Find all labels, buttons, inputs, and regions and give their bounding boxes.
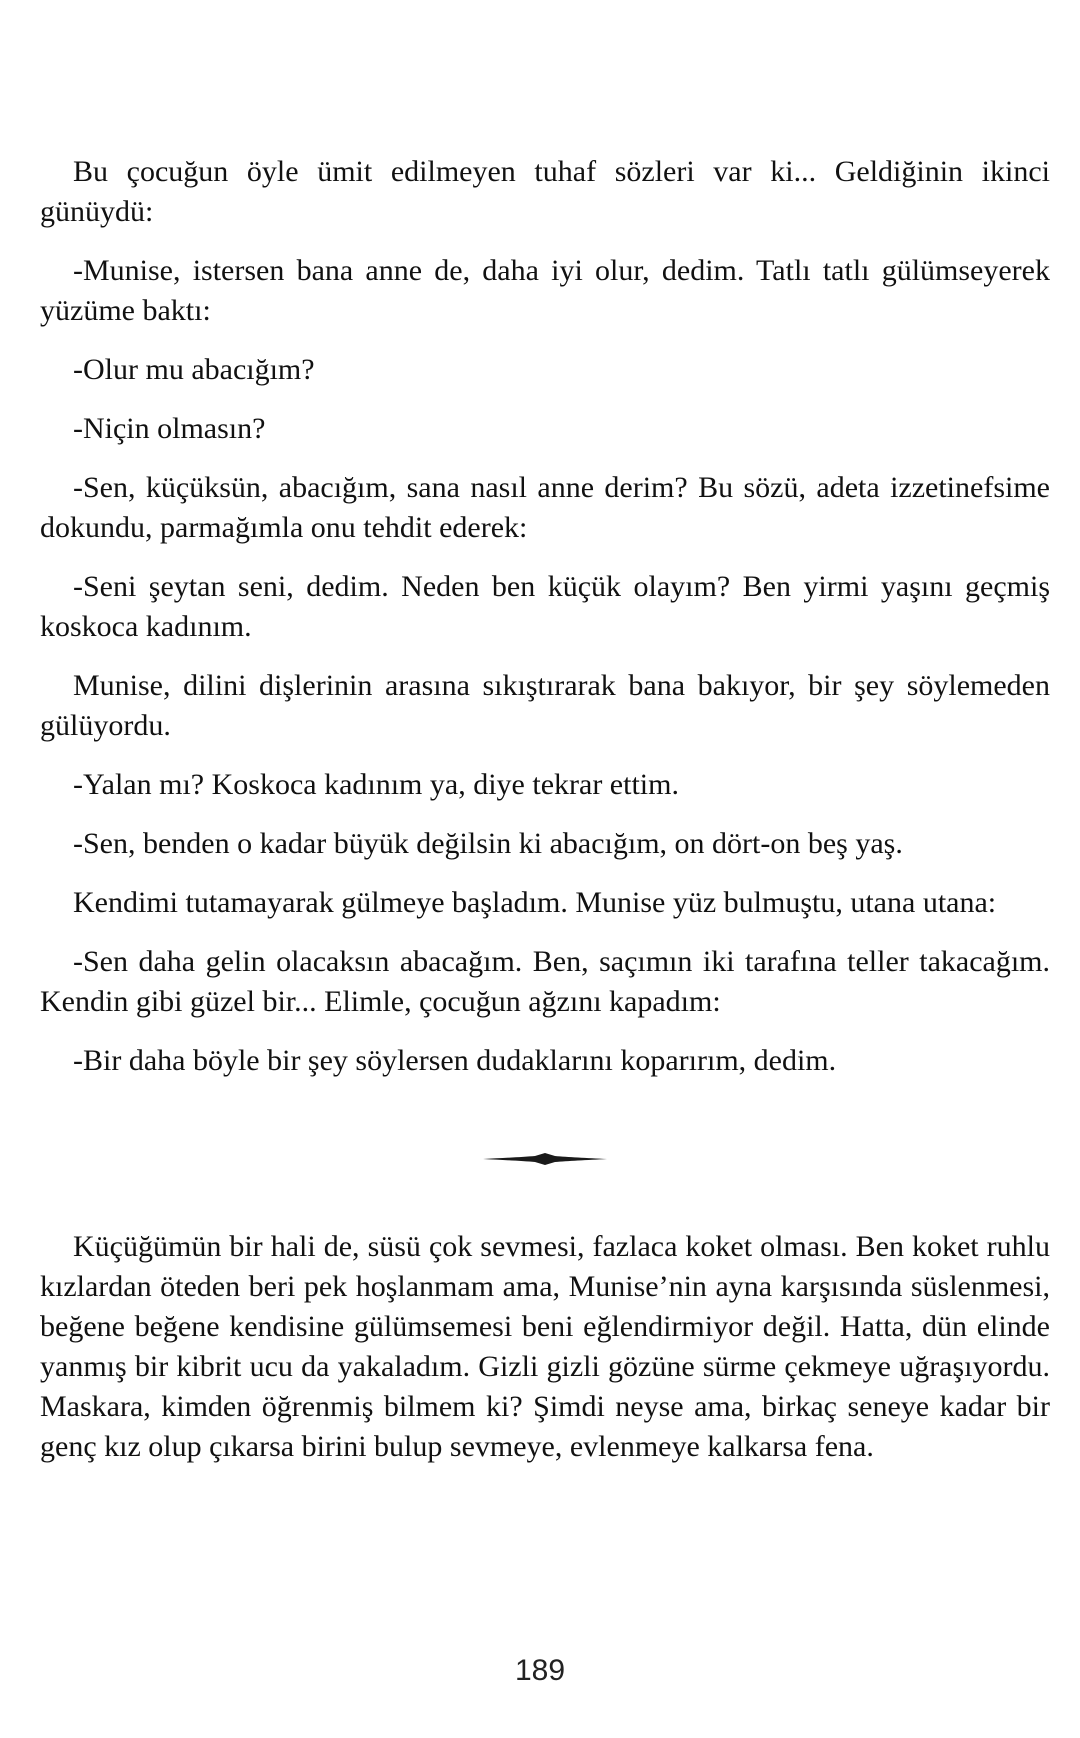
- paragraph: Bu çocuğun öyle ümit edilmeyen tuhaf sözleri var ki... Geldiğinin ikinci günüydü:: [40, 155, 1050, 228]
- paragraph: Munise, dilini dişlerinin arasına sıkıştırarak bana bakıyor, bir şey söylemeden gülüyordu.: [40, 669, 1050, 742]
- text-section-1: [40, 152, 1050, 1081]
- paragraph: -Olur mu abacığım?: [73, 353, 315, 386]
- paragraph: -Seni şeytan seni, dedim. Neden ben küçük olayım? Ben yirmi yaşını geçmiş koskoca kadınım.: [40, 570, 1050, 643]
- ornament-divider-icon: [483, 1152, 607, 1166]
- paragraph: -Sen, küçüksün, abacığım, sana nasıl anne derim? Bu sözü, adeta izzetinefsime dokundu, parmağımla onu tehdit ederek:: [40, 471, 1050, 544]
- page-number: 189: [514, 1654, 566, 1687]
- paragraph: -Munise, istersen bana anne de, daha iyi olur, dedim. Tatlı tatlı gülümseyerek yüzüme baktı:: [40, 254, 1050, 327]
- text-section-2: [40, 1227, 1050, 1467]
- paragraph: -Yalan mı? Koskoca kadınım ya, diye tekrar ettim.: [73, 768, 679, 801]
- book-page: [40, 152, 1050, 1486]
- paragraph: Küçüğümün bir hali de, süsü çok sevmesi, fazlaca koket olması. Ben koket ruhlu kızlardan öteden beri pek hoşlanmam ama, Munise’nin ayna karşısında süslenmesi, beğene beğene kendisine gülümsemesi beni eğlendirmiyor değil. Hatta, dün elinde yanmış bir kibrit ucu da yakaladım. Gizli gizli gözüne sürme çekmeye uğraşıyordu. Maskara, kimden öğrenmiş bilmem ki? Şimdi neyse ama, birkaç seneye kadar bir genç kız olup çıkarsa birini bulup sevmeye, evlenmeye kalkarsa fena.: [40, 1230, 1050, 1463]
- paragraph: -Sen daha gelin olacaksın abacağım. Ben, saçımın iki tarafına teller takacağım. Kendin gibi güzel bir... Elimle, çocuğun ağzını kapadım:: [40, 945, 1050, 1018]
- paragraph: -Niçin olmasın?: [73, 412, 266, 445]
- paragraph: -Bir daha böyle bir şey söylersen dudaklarını koparırım, dedim.: [73, 1044, 837, 1077]
- paragraph: Kendimi tutamayarak gülmeye başladım. Munise yüz bulmuştu, utana utana:: [73, 886, 997, 919]
- section-divider: [40, 1109, 1050, 1209]
- paragraph: -Sen, benden o kadar büyük değilsin ki abacığım, on dört-on beş yaş.: [73, 827, 903, 860]
